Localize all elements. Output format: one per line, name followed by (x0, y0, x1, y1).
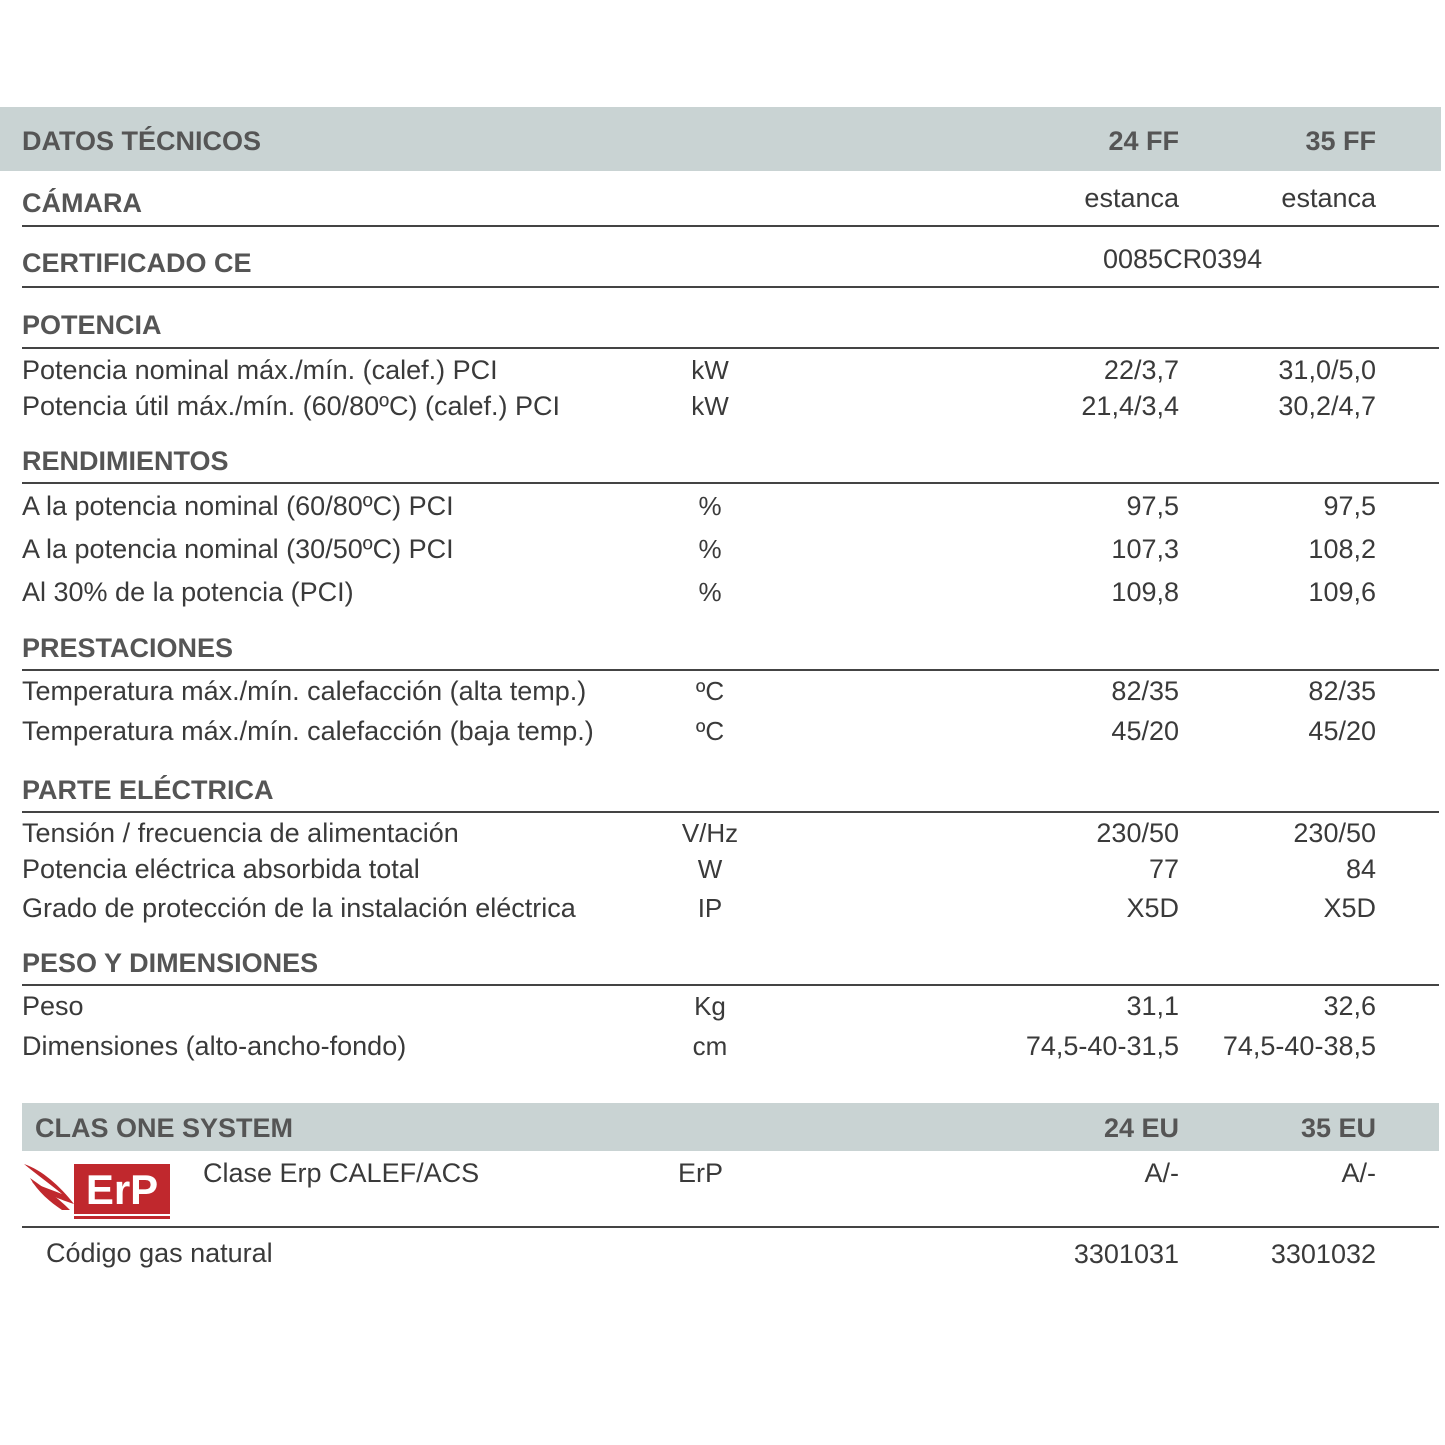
column-header-35ff: 35 FF (1305, 126, 1376, 156)
row-value-35ff: 108,2 (1308, 534, 1376, 564)
row-value-24ff: 107,3 (1111, 534, 1179, 564)
row-label: Dimensiones (alto-ancho-fondo) (22, 1031, 407, 1061)
row-unit: Kg (694, 991, 726, 1021)
row-value-35ff: X5D (1323, 893, 1376, 923)
divider (22, 286, 1439, 288)
camara-value-35ff: estanca (1281, 183, 1376, 213)
row-value-24ff: 109,8 (1111, 577, 1179, 607)
row-value-35ff: 30,2/4,7 (1278, 391, 1376, 421)
row-value-24ff: X5D (1126, 893, 1179, 923)
row-label: Potencia útil máx./mín. (60/80ºC) (calef.) PCI (22, 391, 561, 421)
row-label: Tensión / frecuencia de alimentación (22, 818, 459, 848)
row-label: Potencia eléctrica absorbida total (22, 854, 420, 884)
divider (22, 482, 1439, 484)
row-label: Potencia nominal máx./mín. (calef.) PCI (22, 355, 498, 385)
row-value-35ff: 32,6 (1323, 991, 1376, 1021)
divider (22, 984, 1439, 986)
row-value-24ff: 77 (1148, 854, 1179, 884)
row-value-35ff: 84 (1345, 854, 1376, 884)
row-value-35ff: 109,6 (1308, 577, 1376, 607)
erp-value-24eu: A/- (1144, 1158, 1179, 1188)
row-value-24ff: 82/35 (1111, 676, 1179, 706)
row-label: Al 30% de la potencia (PCI) (22, 577, 354, 607)
row-unit: kW (691, 355, 729, 385)
row-value-24ff: 97,5 (1126, 491, 1179, 521)
row-unit: ºC (695, 716, 725, 746)
divider (22, 669, 1439, 671)
svg-text:ErP: ErP (85, 1166, 159, 1213)
section-title-potencia: POTENCIA (22, 310, 162, 340)
row-value-24ff: 45/20 (1111, 716, 1179, 746)
row-value-24ff: 21,4/3,4 (1081, 391, 1179, 421)
row-value-35ff: 82/35 (1308, 676, 1376, 706)
row-unit: kW (691, 391, 729, 421)
table-title: DATOS TÉCNICOS (22, 126, 262, 156)
row-value-35ff: 45/20 (1308, 716, 1376, 746)
row-label: A la potencia nominal (60/80ºC) PCI (22, 491, 454, 521)
codigo-value-35eu: 3301032 (1270, 1239, 1376, 1269)
row-unit: ºC (695, 676, 725, 706)
row-unit: % (698, 534, 722, 564)
certificado-label: CERTIFICADO CE (22, 248, 252, 278)
column-header-35eu: 35 EU (1300, 1113, 1376, 1143)
erp-unit: ErP (678, 1158, 724, 1188)
section-title-peso: PESO Y DIMENSIONES (22, 948, 319, 978)
row-value-35ff: 97,5 (1323, 491, 1376, 521)
codigo-label: Código gas natural (46, 1238, 273, 1268)
row-value-24ff: 74,5-40-31,5 (1025, 1031, 1179, 1061)
system-title: CLAS ONE SYSTEM (35, 1113, 294, 1143)
row-unit: W (697, 854, 723, 884)
erp-logo-icon (22, 1160, 172, 1222)
section-title-prestaciones: PRESTACIONES (22, 633, 234, 663)
row-label: Temperatura máx./mín. calefacción (baja temp.) (22, 716, 594, 746)
divider (22, 1226, 1439, 1228)
camara-value-24ff: estanca (1084, 183, 1179, 213)
divider (22, 347, 1439, 349)
column-header-24ff: 24 FF (1108, 126, 1179, 156)
row-value-24ff: 31,1 (1126, 991, 1179, 1021)
row-unit: cm (692, 1031, 728, 1061)
row-value-35ff: 74,5-40-38,5 (1222, 1031, 1376, 1061)
section-title-rendimientos: RENDIMIENTOS (22, 446, 229, 476)
divider (22, 811, 1439, 813)
divider (22, 225, 1439, 227)
row-label: Temperatura máx./mín. calefacción (alta temp.) (22, 676, 587, 706)
row-value-35ff: 31,0/5,0 (1278, 355, 1376, 385)
erp-label: Clase Erp CALEF/ACS (203, 1158, 480, 1188)
camara-label: CÁMARA (22, 188, 142, 218)
row-label: A la potencia nominal (30/50ºC) PCI (22, 534, 454, 564)
row-unit: V/Hz (681, 818, 739, 848)
row-value-35ff: 230/50 (1293, 818, 1376, 848)
column-header-24eu: 24 EU (1103, 1113, 1179, 1143)
row-value-24ff: 230/50 (1096, 818, 1179, 848)
row-unit: % (698, 491, 722, 521)
codigo-value-24eu: 3301031 (1073, 1239, 1179, 1269)
certificado-value: 0085CR0394 (1103, 244, 1263, 274)
section-title-electrica: PARTE ELÉCTRICA (22, 775, 274, 805)
erp-value-35eu: A/- (1341, 1158, 1376, 1188)
row-label: Grado de protección de la instalación eléctrica (22, 893, 576, 923)
row-unit: IP (697, 893, 723, 923)
row-value-24ff: 22/3,7 (1103, 355, 1179, 385)
row-label: Peso (22, 991, 84, 1021)
row-unit: % (698, 577, 722, 607)
